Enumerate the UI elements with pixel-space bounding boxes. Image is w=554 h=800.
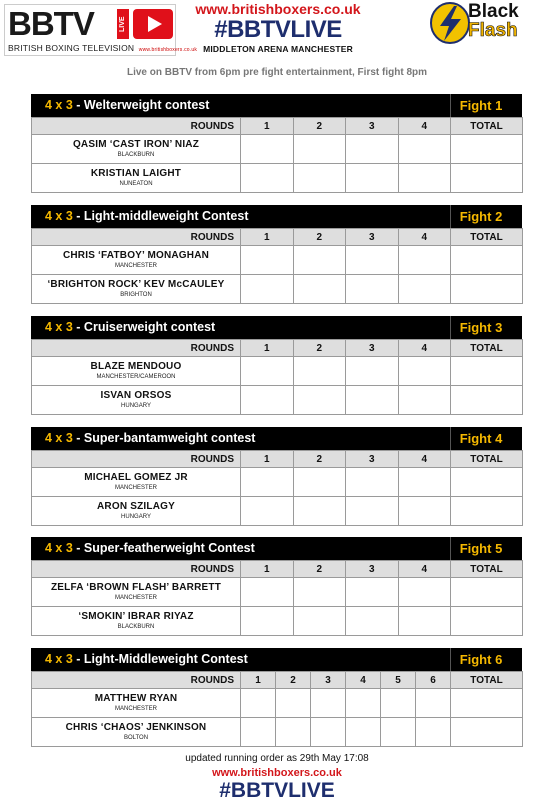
fighter-hometown: BOLTON [123, 735, 149, 741]
black-flash-logo [430, 2, 552, 44]
score-cell [241, 497, 294, 526]
fighter-name: QASIM ‘CAST IRON’ NIAZ [72, 139, 200, 150]
fight-card-header [31, 205, 522, 228]
score-total-cell [451, 275, 523, 304]
fighter-row [32, 275, 523, 304]
score-total-cell [451, 246, 523, 275]
fight-number: Fight 6 [459, 652, 503, 667]
score-cell [241, 468, 294, 497]
fighter-row [32, 246, 523, 275]
round-column-header: 1 [241, 451, 294, 468]
score-cell [398, 246, 451, 275]
round-column-header: 1 [241, 561, 294, 578]
bbtv-logo[interactable] [4, 4, 198, 56]
fighter-hometown: MANCHESTER/CAMEROON [96, 374, 176, 380]
fight-rounds-format: 4 x 3 [45, 541, 73, 555]
rounds-header-row [32, 229, 523, 246]
round-column-header: 2 [293, 118, 346, 135]
fight-card [31, 94, 522, 193]
fighter-name: MATTHEW RYAN [94, 693, 178, 704]
fight-card-header [31, 427, 522, 450]
total-column-header: TOTAL [451, 561, 523, 578]
score-cell [346, 275, 399, 304]
score-total-cell [451, 386, 523, 415]
fighter-hometown: BRIGHTON [120, 292, 152, 298]
round-column-header: 4 [398, 118, 451, 135]
fight-title [45, 205, 249, 228]
score-cell [346, 135, 399, 164]
fighter-hometown: HUNGARY [121, 514, 151, 520]
scorecard-table [31, 671, 523, 747]
fighter-hometown: NUNEATON [119, 181, 153, 187]
scorecard-table [31, 339, 523, 415]
rounds-header-row [32, 451, 523, 468]
fighter-row [32, 497, 523, 526]
score-cell [381, 718, 416, 747]
fighter-cell [32, 497, 241, 526]
fight-rounds-format: 4 x 3 [45, 431, 73, 445]
fight-card [31, 537, 522, 636]
score-cell [241, 718, 276, 747]
event-tagline: Live on BBTV from 6pm pre fight entertainment, First fight 8pm [126, 67, 428, 78]
fighter-hometown: MANCHESTER [114, 485, 157, 491]
score-cell [381, 689, 416, 718]
score-cell [346, 357, 399, 386]
score-cell [293, 386, 346, 415]
round-column-header: 3 [346, 340, 399, 357]
page-header [0, 0, 554, 62]
score-cell [293, 164, 346, 193]
bbtv-small-url: www.britishboxers.co.uk [138, 47, 198, 53]
score-total-cell [451, 607, 523, 636]
fighter-cell [32, 275, 241, 304]
round-column-header: 1 [241, 118, 294, 135]
fighter-row [32, 468, 523, 497]
round-column-header: 3 [346, 561, 399, 578]
score-cell [398, 497, 451, 526]
fighter-row [32, 357, 523, 386]
round-column-header: 1 [241, 340, 294, 357]
score-cell [293, 468, 346, 497]
fighter-hometown: BLACKBURN [117, 624, 155, 630]
fight-card [31, 427, 522, 526]
event-hashtag: #BBTVLIVE [214, 16, 342, 43]
bbtv-logo-text: BBTV [8, 5, 94, 42]
scorecard-table [31, 117, 523, 193]
fighter-name: ZELFA ‘BROWN FLASH’ BARRETT [50, 582, 222, 593]
score-cell [416, 689, 451, 718]
fighter-name: CHRIS ‘FATBOY’ MONAGHAN [62, 250, 210, 261]
score-total-cell [451, 578, 523, 607]
fight-weight-class: - Light-Middleweight Contest [72, 652, 248, 666]
round-column-header: 3 [311, 672, 346, 689]
score-total-cell [451, 497, 523, 526]
score-cell [241, 246, 294, 275]
fighter-hometown: BLACKBURN [117, 152, 155, 158]
score-cell [241, 689, 276, 718]
fighter-row [32, 689, 523, 718]
updated-note: updated running order as 29th May 17:08 [185, 753, 369, 764]
total-column-header: TOTAL [451, 672, 523, 689]
footer-site-url-link[interactable]: www.britishboxers.co.uk [212, 767, 342, 779]
score-cell [398, 578, 451, 607]
score-cell [346, 468, 399, 497]
rounds-label: ROUNDS [32, 451, 241, 468]
score-cell [293, 607, 346, 636]
fighter-cell [32, 468, 241, 497]
score-total-cell [451, 164, 523, 193]
round-column-header: 2 [276, 672, 311, 689]
rounds-label: ROUNDS [32, 340, 241, 357]
footer-hashtag: #BBTVLIVE [219, 779, 335, 800]
event-venue: MIDDLETON ARENA MANCHESTER [203, 44, 353, 54]
fight-number: Fight 4 [459, 431, 503, 446]
fighter-cell [32, 164, 241, 193]
fight-number: Fight 5 [459, 541, 503, 556]
fighter-row [32, 135, 523, 164]
score-cell [276, 689, 311, 718]
score-cell [346, 607, 399, 636]
score-cell [293, 275, 346, 304]
score-cell [293, 357, 346, 386]
round-column-header: 4 [398, 451, 451, 468]
fighter-row [32, 578, 523, 607]
black-flash-wordmark [468, 2, 519, 40]
fight-card-header [31, 648, 522, 671]
score-cell [241, 386, 294, 415]
fighter-cell [32, 135, 241, 164]
fight-number: Fight 1 [459, 98, 503, 113]
fighter-cell [32, 718, 241, 747]
round-column-header: 3 [346, 118, 399, 135]
round-column-header: 2 [293, 561, 346, 578]
event-heading [180, 0, 376, 55]
fight-weight-class: - Light-middleweight Contest [72, 209, 249, 223]
score-cell [276, 718, 311, 747]
score-cell [346, 246, 399, 275]
fight-card [31, 316, 522, 415]
fighter-name: ISVAN ORSOS [100, 390, 172, 401]
scorecard-table [31, 560, 523, 636]
score-cell [346, 689, 381, 718]
rounds-label: ROUNDS [32, 118, 241, 135]
rounds-header-row [32, 672, 523, 689]
rounds-label: ROUNDS [32, 672, 241, 689]
score-cell [346, 718, 381, 747]
score-cell [346, 386, 399, 415]
score-cell [241, 357, 294, 386]
fight-title [45, 316, 215, 339]
score-cell [293, 578, 346, 607]
fighter-row [32, 386, 523, 415]
fight-number: Fight 2 [459, 209, 503, 224]
round-column-header: 2 [293, 340, 346, 357]
fight-weight-class: - Super-bantamweight contest [72, 431, 256, 445]
fight-rounds-format: 4 x 3 [45, 320, 73, 334]
fight-card [31, 648, 522, 747]
round-column-header: 2 [293, 229, 346, 246]
total-column-header: TOTAL [451, 229, 523, 246]
site-url-link[interactable]: www.britishboxers.co.uk [195, 1, 361, 17]
round-column-header: 4 [398, 340, 451, 357]
fighter-cell [32, 246, 241, 275]
fighter-name: CHRIS ‘CHAOS’ JENKINSON [65, 722, 207, 733]
round-column-header: 4 [398, 561, 451, 578]
round-column-header: 2 [293, 451, 346, 468]
lightning-bolt-icon [430, 2, 470, 44]
rounds-label: ROUNDS [32, 561, 241, 578]
fight-rounds-format: 4 x 3 [45, 98, 73, 112]
fighter-hometown: MANCHESTER [114, 706, 157, 712]
fight-card [31, 205, 522, 304]
scorecard-table [31, 228, 523, 304]
score-cell [241, 135, 294, 164]
fighter-name: KRISTIAN LAIGHT [90, 168, 182, 179]
fight-rounds-format: 4 x 3 [45, 652, 73, 666]
score-total-cell [451, 689, 523, 718]
black-flash-line2: Flash [468, 20, 518, 41]
fighter-row [32, 718, 523, 747]
fighter-name: ‘SMOKIN’ IBRAR RIYAZ [78, 611, 194, 622]
fight-title [45, 537, 255, 560]
bbtv-live-tag: LIVE [117, 9, 129, 39]
score-cell [398, 607, 451, 636]
fight-rounds-format: 4 x 3 [45, 209, 73, 223]
score-cell [241, 578, 294, 607]
fighter-cell [32, 689, 241, 718]
fighter-cell [32, 607, 241, 636]
fighter-name: ‘BRIGHTON ROCK’ KEV McCAULEY [47, 279, 225, 290]
score-cell [241, 164, 294, 193]
fight-number: Fight 3 [459, 320, 503, 335]
fighter-name: ARON SZILAGY [97, 501, 175, 512]
round-column-header: 1 [241, 672, 276, 689]
bbtv-logo-subtitle [8, 43, 197, 53]
fight-weight-class: - Super-featherweight Contest [72, 541, 255, 555]
score-total-cell [451, 468, 523, 497]
fighter-hometown: MANCHESTER [114, 263, 157, 269]
rounds-header-row [32, 561, 523, 578]
fight-title [45, 94, 209, 117]
round-column-header: 3 [346, 451, 399, 468]
total-column-header: TOTAL [451, 451, 523, 468]
fighter-name: MICHAEL GOMEZ JR [84, 472, 188, 483]
fighter-name: BLAZE MENDOUO [90, 361, 182, 372]
score-cell [346, 578, 399, 607]
score-cell [398, 386, 451, 415]
round-column-header: 3 [346, 229, 399, 246]
rounds-header-row [32, 118, 523, 135]
score-cell [398, 357, 451, 386]
score-cell [416, 718, 451, 747]
score-cell [398, 468, 451, 497]
fighter-cell [32, 357, 241, 386]
score-total-cell [451, 357, 523, 386]
fight-weight-class: - Cruiserweight contest [72, 320, 216, 334]
black-flash-line1: Black [468, 1, 519, 22]
fighter-cell [32, 386, 241, 415]
score-cell [311, 689, 346, 718]
round-column-header: 1 [241, 229, 294, 246]
fighter-row [32, 164, 523, 193]
score-cell [398, 135, 451, 164]
fighter-row [32, 607, 523, 636]
play-icon [133, 9, 173, 39]
score-total-cell [451, 718, 523, 747]
fight-weight-class: - Welterweight contest [72, 98, 210, 112]
round-column-header: 6 [416, 672, 451, 689]
score-cell [241, 275, 294, 304]
total-column-header: TOTAL [451, 340, 523, 357]
fighter-hometown: MANCHESTER [114, 595, 157, 601]
fighter-cell [32, 578, 241, 607]
rounds-label: ROUNDS [32, 229, 241, 246]
score-total-cell [451, 135, 523, 164]
score-cell [293, 497, 346, 526]
score-cell [293, 246, 346, 275]
round-column-header: 5 [381, 672, 416, 689]
rounds-header-row [32, 340, 523, 357]
bbtv-subtitle-text: BRITISH BOXING TELEVISION [8, 43, 135, 53]
fight-card-header [31, 94, 522, 117]
round-column-header: 4 [346, 672, 381, 689]
score-cell [293, 135, 346, 164]
fight-title [45, 427, 255, 450]
fight-card-header [31, 316, 522, 339]
score-cell [398, 275, 451, 304]
total-column-header: TOTAL [451, 118, 523, 135]
score-cell [346, 164, 399, 193]
scorecard-table [31, 450, 523, 526]
fight-title [45, 648, 248, 671]
score-cell [311, 718, 346, 747]
fight-card-header [31, 537, 522, 560]
score-cell [398, 164, 451, 193]
round-column-header: 4 [398, 229, 451, 246]
score-cell [241, 607, 294, 636]
score-cell [346, 497, 399, 526]
fighter-hometown: HUNGARY [121, 403, 151, 409]
page-footer [0, 752, 554, 800]
